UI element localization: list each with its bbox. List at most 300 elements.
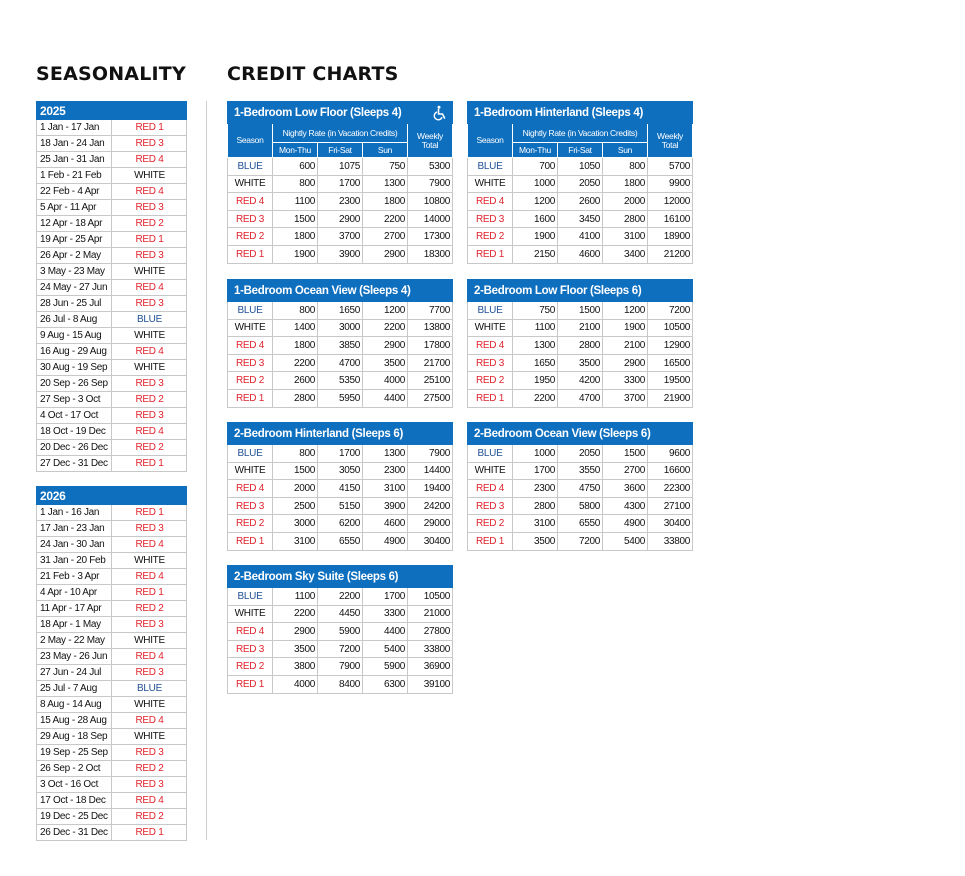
credit-row [228, 175, 453, 193]
season-row [37, 376, 187, 392]
nightly-rate-header: Nightly Rate (in Vacation Credits) [513, 124, 648, 143]
weekly-total-header: Weekly Total [648, 124, 693, 158]
nightly-credit-value: 1600 [513, 210, 558, 228]
season-tag: RED 3 [112, 777, 187, 793]
nightly-credit-value: 3850 [318, 337, 363, 355]
date-range: 18 Jan - 24 Jan [37, 136, 112, 152]
season-tag: RED 2 [112, 601, 187, 617]
unit-type-title: 2-Bedroom Ocean View (Sleeps 6) [474, 427, 651, 440]
weekly-total-value: 21900 [648, 389, 693, 407]
credit-chart-title [228, 280, 453, 302]
nightly-credit-value: 750 [513, 302, 558, 320]
credit-chart-title-row [228, 280, 453, 302]
credit-row [468, 245, 693, 263]
weekly-total-value: 7900 [408, 175, 453, 193]
date-range: 8 Aug - 14 Aug [37, 697, 112, 713]
season-row [37, 136, 187, 152]
weekly-total-value: 22300 [648, 480, 693, 498]
weekly-total-value: 16600 [648, 462, 693, 480]
season-tag: RED 4 [112, 280, 187, 296]
credit-row [228, 302, 453, 320]
season-tag: WHITE [112, 729, 187, 745]
date-range: 25 Jul - 7 Aug [37, 681, 112, 697]
unit-type-title: 2-Bedroom Hinterland (Sleeps 6) [234, 427, 403, 440]
weekly-total-value: 18300 [408, 245, 453, 263]
weekly-total-value: 14000 [408, 210, 453, 228]
weekly-total-value: 33800 [408, 640, 453, 658]
season-column-header: Season [228, 124, 273, 158]
date-range: 4 Oct - 17 Oct [37, 408, 112, 424]
season-row [37, 633, 187, 649]
season-tag: WHITE [468, 319, 513, 337]
season-tag: RED 4 [112, 569, 187, 585]
nightly-credit-value: 2000 [603, 193, 648, 211]
credit-row [468, 302, 693, 320]
nightly-credit-value: 4100 [558, 228, 603, 246]
credit-row [228, 337, 453, 355]
credit-row [228, 462, 453, 480]
nightly-credit-value: 2200 [513, 389, 558, 407]
nightly-credit-value: 1100 [513, 319, 558, 337]
nightly-credit-value: 1700 [363, 588, 408, 606]
nightly-credit-value: 3700 [603, 389, 648, 407]
sun-header: Sun [363, 143, 408, 158]
credit-chart-title [228, 102, 453, 124]
weekly-total-value: 19500 [648, 372, 693, 390]
credit-chart-table [227, 565, 453, 694]
nightly-credit-value: 1650 [513, 354, 558, 372]
nightly-credit-value: 1300 [363, 445, 408, 463]
weekly-total-value: 30400 [408, 532, 453, 550]
nightly-credit-value: 1500 [603, 445, 648, 463]
weekly-total-value: 12900 [648, 337, 693, 355]
season-tag: RED 3 [228, 210, 273, 228]
season-tag: RED 2 [228, 658, 273, 676]
credit-charts-heading: CREDIT CHARTS [227, 63, 399, 85]
date-range: 24 Jan - 30 Jan [37, 537, 112, 553]
season-tag: RED 3 [228, 497, 273, 515]
nightly-credit-value: 5150 [318, 497, 363, 515]
nightly-credit-value: 1200 [363, 302, 408, 320]
season-row [37, 152, 187, 168]
date-range: 24 May - 27 Jun [37, 280, 112, 296]
nightly-credit-value: 4600 [558, 245, 603, 263]
weekly-total-value: 5700 [648, 158, 693, 176]
season-tag: WHITE [468, 462, 513, 480]
weekly-total-value: 10800 [408, 193, 453, 211]
weekly-total-value: 21700 [408, 354, 453, 372]
season-tag: RED 3 [112, 136, 187, 152]
nightly-credit-value: 4400 [363, 623, 408, 641]
nightly-credit-value: 4000 [273, 675, 318, 693]
season-row [37, 184, 187, 200]
weekly-total-value: 17800 [408, 337, 453, 355]
date-range: 3 Oct - 16 Oct [37, 777, 112, 793]
nightly-credit-value: 4700 [318, 354, 363, 372]
weekly-total-value: 19400 [408, 480, 453, 498]
season-tag: RED 2 [112, 761, 187, 777]
credit-chart-title-row [468, 102, 693, 124]
date-range: 19 Apr - 25 Apr [37, 232, 112, 248]
nightly-credit-value: 1700 [513, 462, 558, 480]
credit-row [228, 515, 453, 533]
season-tag: RED 4 [112, 713, 187, 729]
date-range: 1 Jan - 16 Jan [37, 505, 112, 521]
nightly-credit-value: 1300 [363, 175, 408, 193]
date-range: 20 Dec - 26 Dec [37, 440, 112, 456]
season-tag: RED 4 [112, 649, 187, 665]
credit-row [468, 515, 693, 533]
nightly-credit-value: 2800 [273, 389, 318, 407]
nightly-credit-value: 4400 [363, 389, 408, 407]
season-row [37, 825, 187, 841]
credit-row [468, 319, 693, 337]
season-tag: RED 3 [468, 354, 513, 372]
season-tag: WHITE [112, 697, 187, 713]
nightly-credit-value: 3900 [318, 245, 363, 263]
season-tag: RED 3 [468, 497, 513, 515]
nightly-credit-value: 750 [363, 158, 408, 176]
season-tag: RED 3 [112, 665, 187, 681]
season-tag: RED 3 [468, 210, 513, 228]
nightly-credit-value: 6550 [558, 515, 603, 533]
season-tag: RED 3 [228, 354, 273, 372]
season-tag: WHITE [112, 360, 187, 376]
nightly-credit-value: 3800 [273, 658, 318, 676]
season-row [37, 216, 187, 232]
credit-row [228, 497, 453, 515]
season-tag: RED 3 [112, 296, 187, 312]
credit-chart-title-row [228, 423, 453, 445]
season-row [37, 569, 187, 585]
date-range: 25 Jan - 31 Jan [37, 152, 112, 168]
nightly-credit-value: 4450 [318, 605, 363, 623]
nightly-credit-value: 4300 [603, 497, 648, 515]
weekly-total-value: 9600 [648, 445, 693, 463]
nightly-credit-value: 1800 [273, 337, 318, 355]
nightly-credit-value: 700 [513, 158, 558, 176]
credit-row [228, 480, 453, 498]
nightly-credit-value: 2800 [513, 497, 558, 515]
season-tag: WHITE [112, 328, 187, 344]
nightly-credit-value: 2900 [363, 337, 408, 355]
weekly-total-value: 10500 [648, 319, 693, 337]
season-row [37, 649, 187, 665]
credit-row [228, 532, 453, 550]
season-tag: RED 2 [228, 228, 273, 246]
nightly-credit-value: 1050 [558, 158, 603, 176]
nightly-credit-value: 2300 [513, 480, 558, 498]
season-tag: RED 1 [112, 456, 187, 472]
season-tag: RED 1 [228, 245, 273, 263]
nightly-credit-value: 1800 [273, 228, 318, 246]
nightly-credit-value: 4150 [318, 480, 363, 498]
nightly-credit-value: 2700 [363, 228, 408, 246]
nightly-credit-value: 3050 [318, 462, 363, 480]
nightly-credit-value: 2500 [273, 497, 318, 515]
season-row [37, 745, 187, 761]
credit-chart-title-row [468, 423, 693, 445]
nightly-credit-value: 4000 [363, 372, 408, 390]
nightly-credit-value: 2100 [558, 319, 603, 337]
date-range: 17 Oct - 18 Dec [37, 793, 112, 809]
nightly-credit-value: 7200 [318, 640, 363, 658]
column-divider [206, 101, 207, 840]
nightly-credit-value: 2900 [318, 210, 363, 228]
season-tag: RED 4 [228, 337, 273, 355]
date-range: 3 May - 23 May [37, 264, 112, 280]
nightly-rate-header: Nightly Rate (in Vacation Credits) [273, 124, 408, 143]
nightly-credit-value: 1650 [318, 302, 363, 320]
season-row [37, 360, 187, 376]
nightly-credit-value: 8400 [318, 675, 363, 693]
season-row [37, 328, 187, 344]
nightly-credit-value: 1000 [513, 175, 558, 193]
credit-row [468, 158, 693, 176]
season-tag: RED 2 [468, 515, 513, 533]
nightly-credit-value: 800 [273, 445, 318, 463]
credit-header-row [228, 124, 453, 143]
season-row [37, 456, 187, 472]
season-tag: WHITE [228, 319, 273, 337]
date-range: 30 Aug - 19 Sep [37, 360, 112, 376]
season-row [37, 553, 187, 569]
nightly-credit-value: 1100 [273, 193, 318, 211]
nightly-credit-value: 4700 [558, 389, 603, 407]
season-tag: BLUE [112, 312, 187, 328]
date-range: 20 Sep - 26 Sep [37, 376, 112, 392]
credit-row [228, 319, 453, 337]
season-tag: RED 4 [112, 424, 187, 440]
nightly-credit-value: 3500 [273, 640, 318, 658]
season-tag: RED 4 [468, 480, 513, 498]
nightly-credit-value: 3300 [603, 372, 648, 390]
season-tag: RED 4 [468, 193, 513, 211]
seasonality-table-2026 [36, 486, 187, 841]
weekly-total-value: 24200 [408, 497, 453, 515]
season-tag: BLUE [468, 302, 513, 320]
nightly-credit-value: 2000 [273, 480, 318, 498]
season-row [37, 681, 187, 697]
nightly-credit-value: 1900 [273, 245, 318, 263]
season-tag: RED 4 [468, 337, 513, 355]
credit-chart-title [228, 566, 453, 588]
nightly-credit-value: 3300 [363, 605, 408, 623]
date-range: 4 Apr - 10 Apr [37, 585, 112, 601]
season-row [37, 521, 187, 537]
season-tag: RED 4 [228, 623, 273, 641]
nightly-credit-value: 3550 [558, 462, 603, 480]
unit-type-title: 2-Bedroom Sky Suite (Sleeps 6) [234, 570, 399, 583]
season-tag: RED 2 [112, 809, 187, 825]
nightly-credit-value: 3100 [603, 228, 648, 246]
credit-row [468, 175, 693, 193]
date-range: 12 Apr - 18 Apr [37, 216, 112, 232]
season-row [37, 729, 187, 745]
credit-row [228, 193, 453, 211]
season-tag: BLUE [228, 302, 273, 320]
weekly-total-value: 27500 [408, 389, 453, 407]
nightly-credit-value: 1500 [273, 462, 318, 480]
nightly-credit-value: 1100 [273, 588, 318, 606]
season-tag: BLUE [228, 445, 273, 463]
nightly-credit-value: 3100 [513, 515, 558, 533]
weekly-total-value: 39100 [408, 675, 453, 693]
season-row [37, 296, 187, 312]
date-range: 19 Sep - 25 Sep [37, 745, 112, 761]
season-tag: RED 4 [112, 537, 187, 553]
nightly-credit-value: 1500 [273, 210, 318, 228]
nightly-credit-value: 2200 [363, 210, 408, 228]
season-row [37, 601, 187, 617]
credit-row [228, 354, 453, 372]
credit-row [228, 588, 453, 606]
date-range: 22 Feb - 4 Apr [37, 184, 112, 200]
season-tag: WHITE [228, 462, 273, 480]
credit-row [468, 193, 693, 211]
unit-type-title: 1-Bedroom Low Floor (Sleeps 4) [234, 106, 402, 119]
weekly-total-value: 7700 [408, 302, 453, 320]
season-year-header [37, 487, 187, 505]
season-tag: RED 1 [112, 120, 187, 136]
season-tag: RED 3 [112, 248, 187, 264]
nightly-credit-value: 2150 [513, 245, 558, 263]
nightly-credit-value: 2200 [273, 354, 318, 372]
season-row [37, 537, 187, 553]
season-row [37, 392, 187, 408]
nightly-credit-value: 2050 [558, 175, 603, 193]
weekly-total-value: 33800 [648, 532, 693, 550]
season-row [37, 761, 187, 777]
season-tag: WHITE [228, 605, 273, 623]
nightly-credit-value: 5800 [558, 497, 603, 515]
weekly-total-value: 25100 [408, 372, 453, 390]
nightly-credit-value: 2800 [558, 337, 603, 355]
date-range: 29 Aug - 18 Sep [37, 729, 112, 745]
season-row [37, 280, 187, 296]
date-range: 2 May - 22 May [37, 633, 112, 649]
credit-row [228, 675, 453, 693]
credit-chart-title-row [468, 280, 693, 302]
date-range: 26 Dec - 31 Dec [37, 825, 112, 841]
weekly-total-value: 27100 [648, 497, 693, 515]
nightly-credit-value: 1900 [603, 319, 648, 337]
credit-row [228, 445, 453, 463]
date-range: 27 Jun - 24 Jul [37, 665, 112, 681]
date-range: 19 Dec - 25 Dec [37, 809, 112, 825]
wheelchair-icon [432, 105, 448, 121]
season-tag: RED 1 [112, 585, 187, 601]
nightly-credit-value: 6300 [363, 675, 408, 693]
credit-chart-title [468, 102, 693, 124]
credit-row [228, 389, 453, 407]
season-tag: RED 1 [468, 389, 513, 407]
date-range: 28 Jun - 25 Jul [37, 296, 112, 312]
season-tag: BLUE [468, 445, 513, 463]
season-tag: BLUE [112, 681, 187, 697]
nightly-credit-value: 800 [273, 302, 318, 320]
credit-chart-title [468, 423, 693, 445]
season-tag: RED 3 [112, 200, 187, 216]
nightly-credit-value: 2900 [363, 245, 408, 263]
nightly-credit-value: 3500 [513, 532, 558, 550]
credit-row [468, 445, 693, 463]
credit-chart-title-row [228, 566, 453, 588]
season-tag: BLUE [468, 158, 513, 176]
season-tag: RED 3 [112, 745, 187, 761]
weekly-total-value: 36900 [408, 658, 453, 676]
nightly-credit-value: 1800 [363, 193, 408, 211]
date-range: 15 Aug - 28 Aug [37, 713, 112, 729]
nightly-credit-value: 3900 [363, 497, 408, 515]
season-column-header: Season [468, 124, 513, 158]
nightly-credit-value: 2200 [318, 588, 363, 606]
season-row [37, 440, 187, 456]
credit-chart-table [467, 422, 693, 551]
season-tag: RED 1 [112, 505, 187, 521]
nightly-credit-value: 600 [273, 158, 318, 176]
date-range: 26 Sep - 2 Oct [37, 761, 112, 777]
nightly-credit-value: 2200 [273, 605, 318, 623]
nightly-credit-value: 5400 [363, 640, 408, 658]
credit-row [468, 462, 693, 480]
date-range: 26 Jul - 8 Aug [37, 312, 112, 328]
date-range: 16 Aug - 29 Aug [37, 344, 112, 360]
date-range: 5 Apr - 11 Apr [37, 200, 112, 216]
nightly-credit-value: 3000 [318, 319, 363, 337]
credit-chart-table [467, 279, 693, 408]
season-year-label: 2025 [37, 102, 187, 120]
weekly-total-value: 30400 [648, 515, 693, 533]
season-tag: RED 1 [228, 532, 273, 550]
nightly-credit-value: 800 [603, 158, 648, 176]
nightly-credit-value: 5900 [363, 658, 408, 676]
credit-row [468, 354, 693, 372]
credit-row [468, 389, 693, 407]
weekly-total-value: 21200 [648, 245, 693, 263]
season-tag: RED 2 [112, 392, 187, 408]
seasonality-table-2025 [36, 101, 187, 472]
date-range: 31 Jan - 20 Feb [37, 553, 112, 569]
season-tag: RED 2 [112, 216, 187, 232]
nightly-credit-value: 2700 [603, 462, 648, 480]
season-row [37, 424, 187, 440]
nightly-credit-value: 3100 [363, 480, 408, 498]
season-tag: RED 2 [468, 228, 513, 246]
season-year-label: 2026 [37, 487, 187, 505]
nightly-credit-value: 6550 [318, 532, 363, 550]
season-row [37, 777, 187, 793]
credit-row [468, 372, 693, 390]
credit-header-row [468, 124, 693, 143]
nightly-credit-value: 2900 [603, 354, 648, 372]
season-tag: RED 3 [112, 617, 187, 633]
date-range: 21 Feb - 3 Apr [37, 569, 112, 585]
season-tag: BLUE [228, 588, 273, 606]
season-tag: RED 1 [228, 675, 273, 693]
nightly-credit-value: 2600 [558, 193, 603, 211]
season-tag: RED 4 [112, 184, 187, 200]
credit-row [468, 532, 693, 550]
weekly-total-value: 16100 [648, 210, 693, 228]
weekly-total-value: 21000 [408, 605, 453, 623]
season-tag: RED 3 [112, 521, 187, 537]
nightly-credit-value: 5400 [603, 532, 648, 550]
nightly-credit-value: 3500 [558, 354, 603, 372]
credit-row [228, 372, 453, 390]
nightly-credit-value: 6200 [318, 515, 363, 533]
weekly-total-value: 17300 [408, 228, 453, 246]
